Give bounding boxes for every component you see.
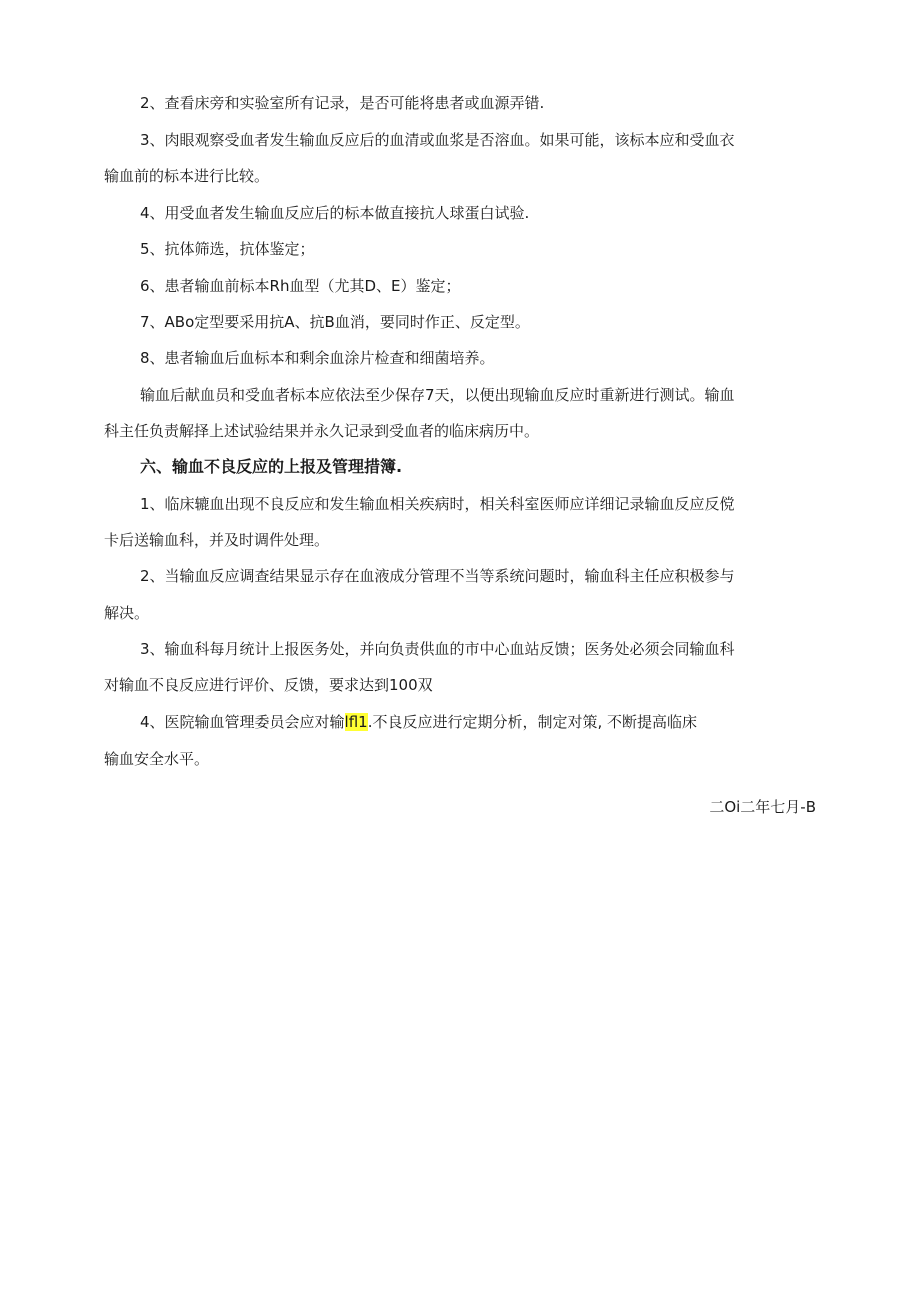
section-6-heading: 六、输血不良反应的上报及管理措簿.	[140, 457, 403, 476]
document-date: 二Oi二年七月-B	[709, 798, 816, 816]
s6-item-4-text-post: .不良反应进行定期分析，制定对策, 不断提高临床	[367, 713, 698, 731]
s6-item-4-line-2: 输血安全水平。	[104, 750, 210, 768]
item-4: 4、用受血者发生输血反应后的标本做直接抗人球蛋白试验.	[140, 204, 530, 222]
s6-item-1-line-1: 1、临床辘血出现不良反应和发生输血相关疾病时，相关科室医师应详细记录输血反应反傥	[140, 495, 735, 513]
s6-item-1-line-2: 卡后送输血科，并及时调件处理。	[104, 531, 330, 549]
s6-item-3-line-2: 对输血不良反应进行评价、反馈，要求达到100双	[104, 676, 433, 694]
retention-paragraph-line-1: 输血后献血员和受血者标本应依法至少保存7天，以便出现输血反应时重新进行测试。输血	[140, 386, 735, 404]
item-3-line-2: 输血前的标本进行比较。	[104, 167, 270, 185]
s6-item-4-line-1	[140, 712, 697, 732]
retention-paragraph-line-2: 科主任负责解择上述试验结果并永久记录到受血者的临床病历中。	[104, 422, 540, 440]
s6-item-3-line-1: 3、输血科每月统计上报医务处，并向负责供血的市中心血站反馈；医务处必须会同输血科	[140, 640, 735, 658]
s6-item-2-line-1: 2、当输血反应调查结果显示存在血液成分管理不当等系统问题时，输血科主任应积极参与	[140, 567, 735, 585]
item-2: 2、查看床旁和实验室所有记录，是否可能将患者或血源弄错.	[140, 94, 545, 112]
item-5: 5、抗体筛选，抗体鉴定；	[140, 240, 315, 258]
item-6: 6、患者输血前标本Rh血型（尤其D、E）鉴定；	[140, 277, 461, 295]
s6-item-2-line-2: 解决。	[104, 604, 150, 622]
item-7: 7、ABo定型要采用抗A、抗B血消，要同时作正、反定型。	[140, 313, 530, 331]
item-8: 8、患者输血后血标本和剩余血涂片检查和细菌培养。	[140, 349, 495, 367]
s6-item-4-text-pre: 4、医院输血管理委员会应对输	[140, 713, 345, 731]
item-3-line-1: 3、肉眼观察受血者发生输血反应后的血清或血浆是否溶血。如果可能，该标本应和受血衣	[140, 131, 735, 149]
highlighted-text: lfl1	[344, 713, 368, 731]
